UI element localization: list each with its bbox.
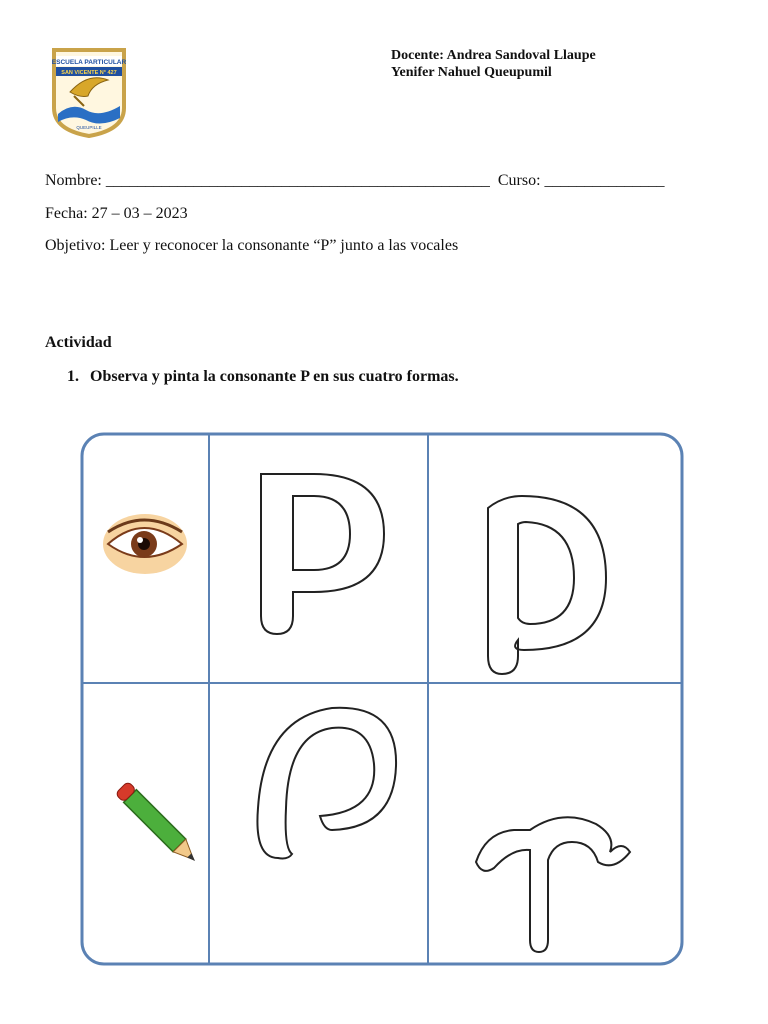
date-line: Fecha: 27 – 03 – 2023 [45, 205, 188, 222]
instruction-letter: P [300, 368, 310, 385]
name-course-line [45, 172, 665, 190]
eye-picture [103, 514, 187, 574]
teacher-second-name: Yenifer Nahuel Queupumil [391, 65, 552, 80]
letter-p-worksheet [78, 428, 690, 974]
activity-title: Actividad [45, 334, 112, 351]
instruction-line [67, 368, 459, 386]
course-blank[interactable]: _______________ [544, 172, 665, 189]
svg-text:QUEUPILLE: QUEUPILLE [76, 125, 102, 130]
svg-text:SAN VICENTE N° 427: SAN VICENTE N° 427 [61, 70, 117, 76]
objective-line: Objetivo: Leer y reconocer la consonante “P” junto a las vocales [45, 237, 459, 254]
instruction-number: 1. [67, 368, 79, 385]
instruction-text-after: en sus cuatro formas. [309, 368, 459, 385]
name-label: Nombre: [45, 172, 102, 189]
teacher-label: Docente: Andrea Sandoval Llaupe [391, 48, 596, 63]
instruction-text-before: Observa y pinta la consonante [90, 368, 301, 385]
course-label: Curso: [497, 172, 541, 189]
svg-text:ESCUELA PARTICULAR: ESCUELA PARTICULAR [51, 59, 127, 66]
teachers-block [391, 47, 596, 81]
school-logo [48, 44, 130, 138]
name-blank[interactable]: ________________________________________________ [105, 172, 490, 189]
